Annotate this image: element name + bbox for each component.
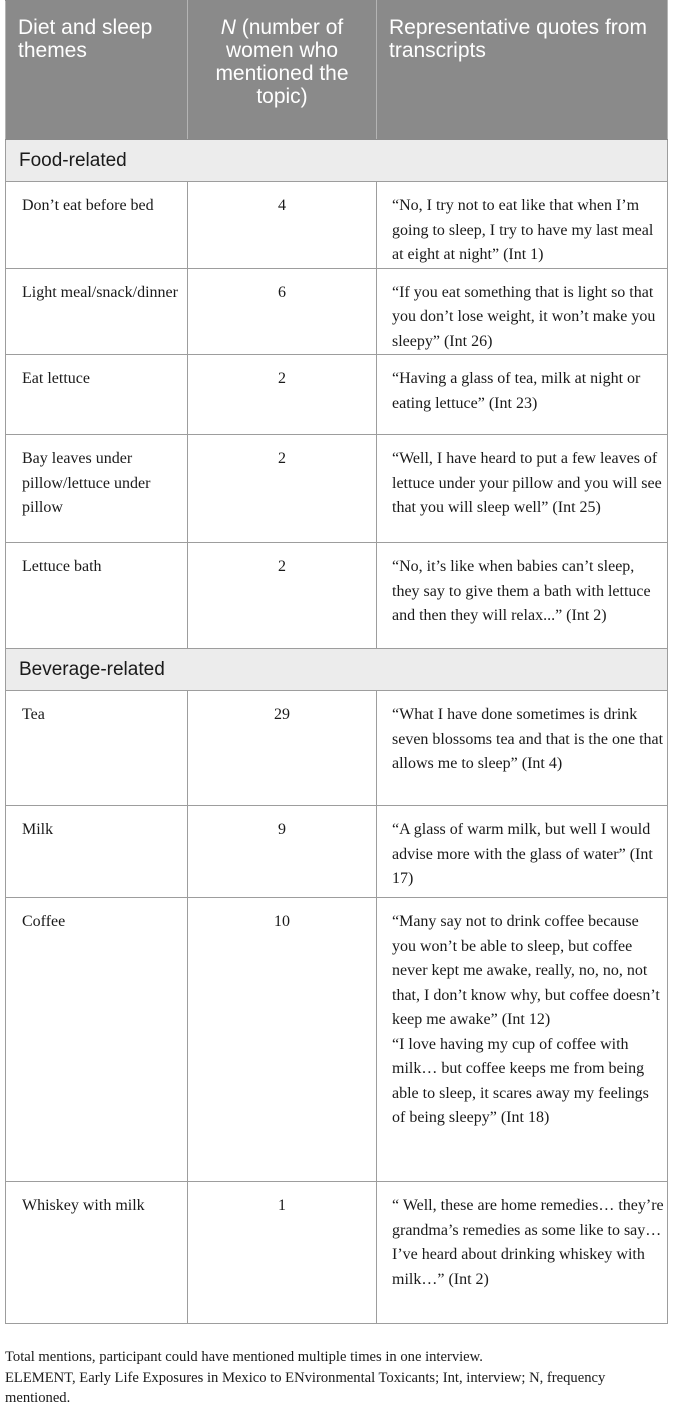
table-header-row <box>6 1 668 140</box>
quote-text: “I love having my cup of coffee with milk… but coffee keeps me from being able to sleep, it scares away my feelings of being sleepy” (Int 18) <box>392 1035 649 1126</box>
section-row <box>6 649 668 691</box>
count-cell: 6 <box>188 268 377 355</box>
table-row <box>6 806 668 898</box>
table-row <box>6 1182 668 1324</box>
header-themes: Diet and sleep themes <box>6 1 188 140</box>
count-cell: 2 <box>188 543 377 649</box>
count-cell: 1 <box>188 1182 377 1324</box>
table-row <box>6 543 668 649</box>
quote-cell: “If you eat something that is light so that you don’t lose weight, it won’t make you sleepy” (Int 26) <box>377 268 668 355</box>
theme-cell: Light meal/snack/dinner <box>6 268 188 355</box>
count-cell: 10 <box>188 898 377 1182</box>
quote-cell: “Well, I have heard to put a few leaves of lettuce under your pillow and you will see that you will sleep well” (Int 25) <box>377 435 668 543</box>
count-cell: 4 <box>188 182 377 269</box>
footnote-line: ELEMENT, Early Life Exposures in Mexico to ENvironmental Toxicants; Int, interview; N, frequency mentioned. <box>5 1369 606 1406</box>
theme-cell: Bay leaves under pillow/lettuce under pillow <box>6 435 188 543</box>
quote-cell: “ Well, these are home remedies… they’re grandma’s remedies as some like to say… I’ve heard about drinking whiskey with milk…” (Int 2) <box>377 1182 668 1324</box>
quote-cell: “No, it’s like when babies can’t sleep, they say to give them a bath with lettuce and then they will relax...” (Int 2) <box>377 543 668 649</box>
count-cell: 9 <box>188 806 377 898</box>
table-row <box>6 268 668 355</box>
count-cell: 2 <box>188 355 377 435</box>
count-cell: 29 <box>188 691 377 806</box>
header-count <box>188 1 377 140</box>
diet-sleep-table <box>5 0 668 1324</box>
table-row <box>6 898 668 1182</box>
footnote-line: Total mentions, participant could have mentioned multiple times in one interview. <box>5 1349 483 1365</box>
quote-cell <box>377 898 668 1182</box>
quote-cell: “No, I try not to eat like that when I’m going to sleep, I try to have my last meal at eight at night” (Int 1) <box>377 182 668 269</box>
header-n: N <box>220 16 236 39</box>
section-title: Beverage-related <box>6 649 668 691</box>
quote-text: “Many say not to drink coffee because you won’t be able to sleep, but coffee never kept me awake, really, no, no, not that, I don’t know why, but coffee doesn’t keep me awake” (Int 12) <box>392 913 660 1028</box>
theme-cell: Coffee <box>6 898 188 1182</box>
quote-cell: “What I have done sometimes is drink seven blossoms tea and that is the one that allows me to sleep” (Int 4) <box>377 691 668 806</box>
theme-cell: Milk <box>6 806 188 898</box>
table-row <box>6 691 668 806</box>
theme-cell: Tea <box>6 691 188 806</box>
theme-cell: Lettuce bath <box>6 543 188 649</box>
theme-cell: Eat lettuce <box>6 355 188 435</box>
theme-cell: Whiskey with milk <box>6 1182 188 1324</box>
section-row <box>6 140 668 182</box>
theme-cell: Don’t eat before bed <box>6 182 188 269</box>
quote-cell: “A glass of warm milk, but well I would advise more with the glass of water” (Int 17) <box>377 806 668 898</box>
table-row <box>6 355 668 435</box>
table-row <box>6 435 668 543</box>
section-title: Food-related <box>6 140 668 182</box>
table-footnote <box>5 1347 667 1409</box>
header-count-label: (number of women who mentioned the topic) <box>215 16 349 108</box>
table-row <box>6 182 668 269</box>
header-quotes: Representative quotes from transcripts <box>377 1 668 140</box>
count-cell: 2 <box>188 435 377 543</box>
quote-cell: “Having a glass of tea, milk at night or eating lettuce” (Int 23) <box>377 355 668 435</box>
